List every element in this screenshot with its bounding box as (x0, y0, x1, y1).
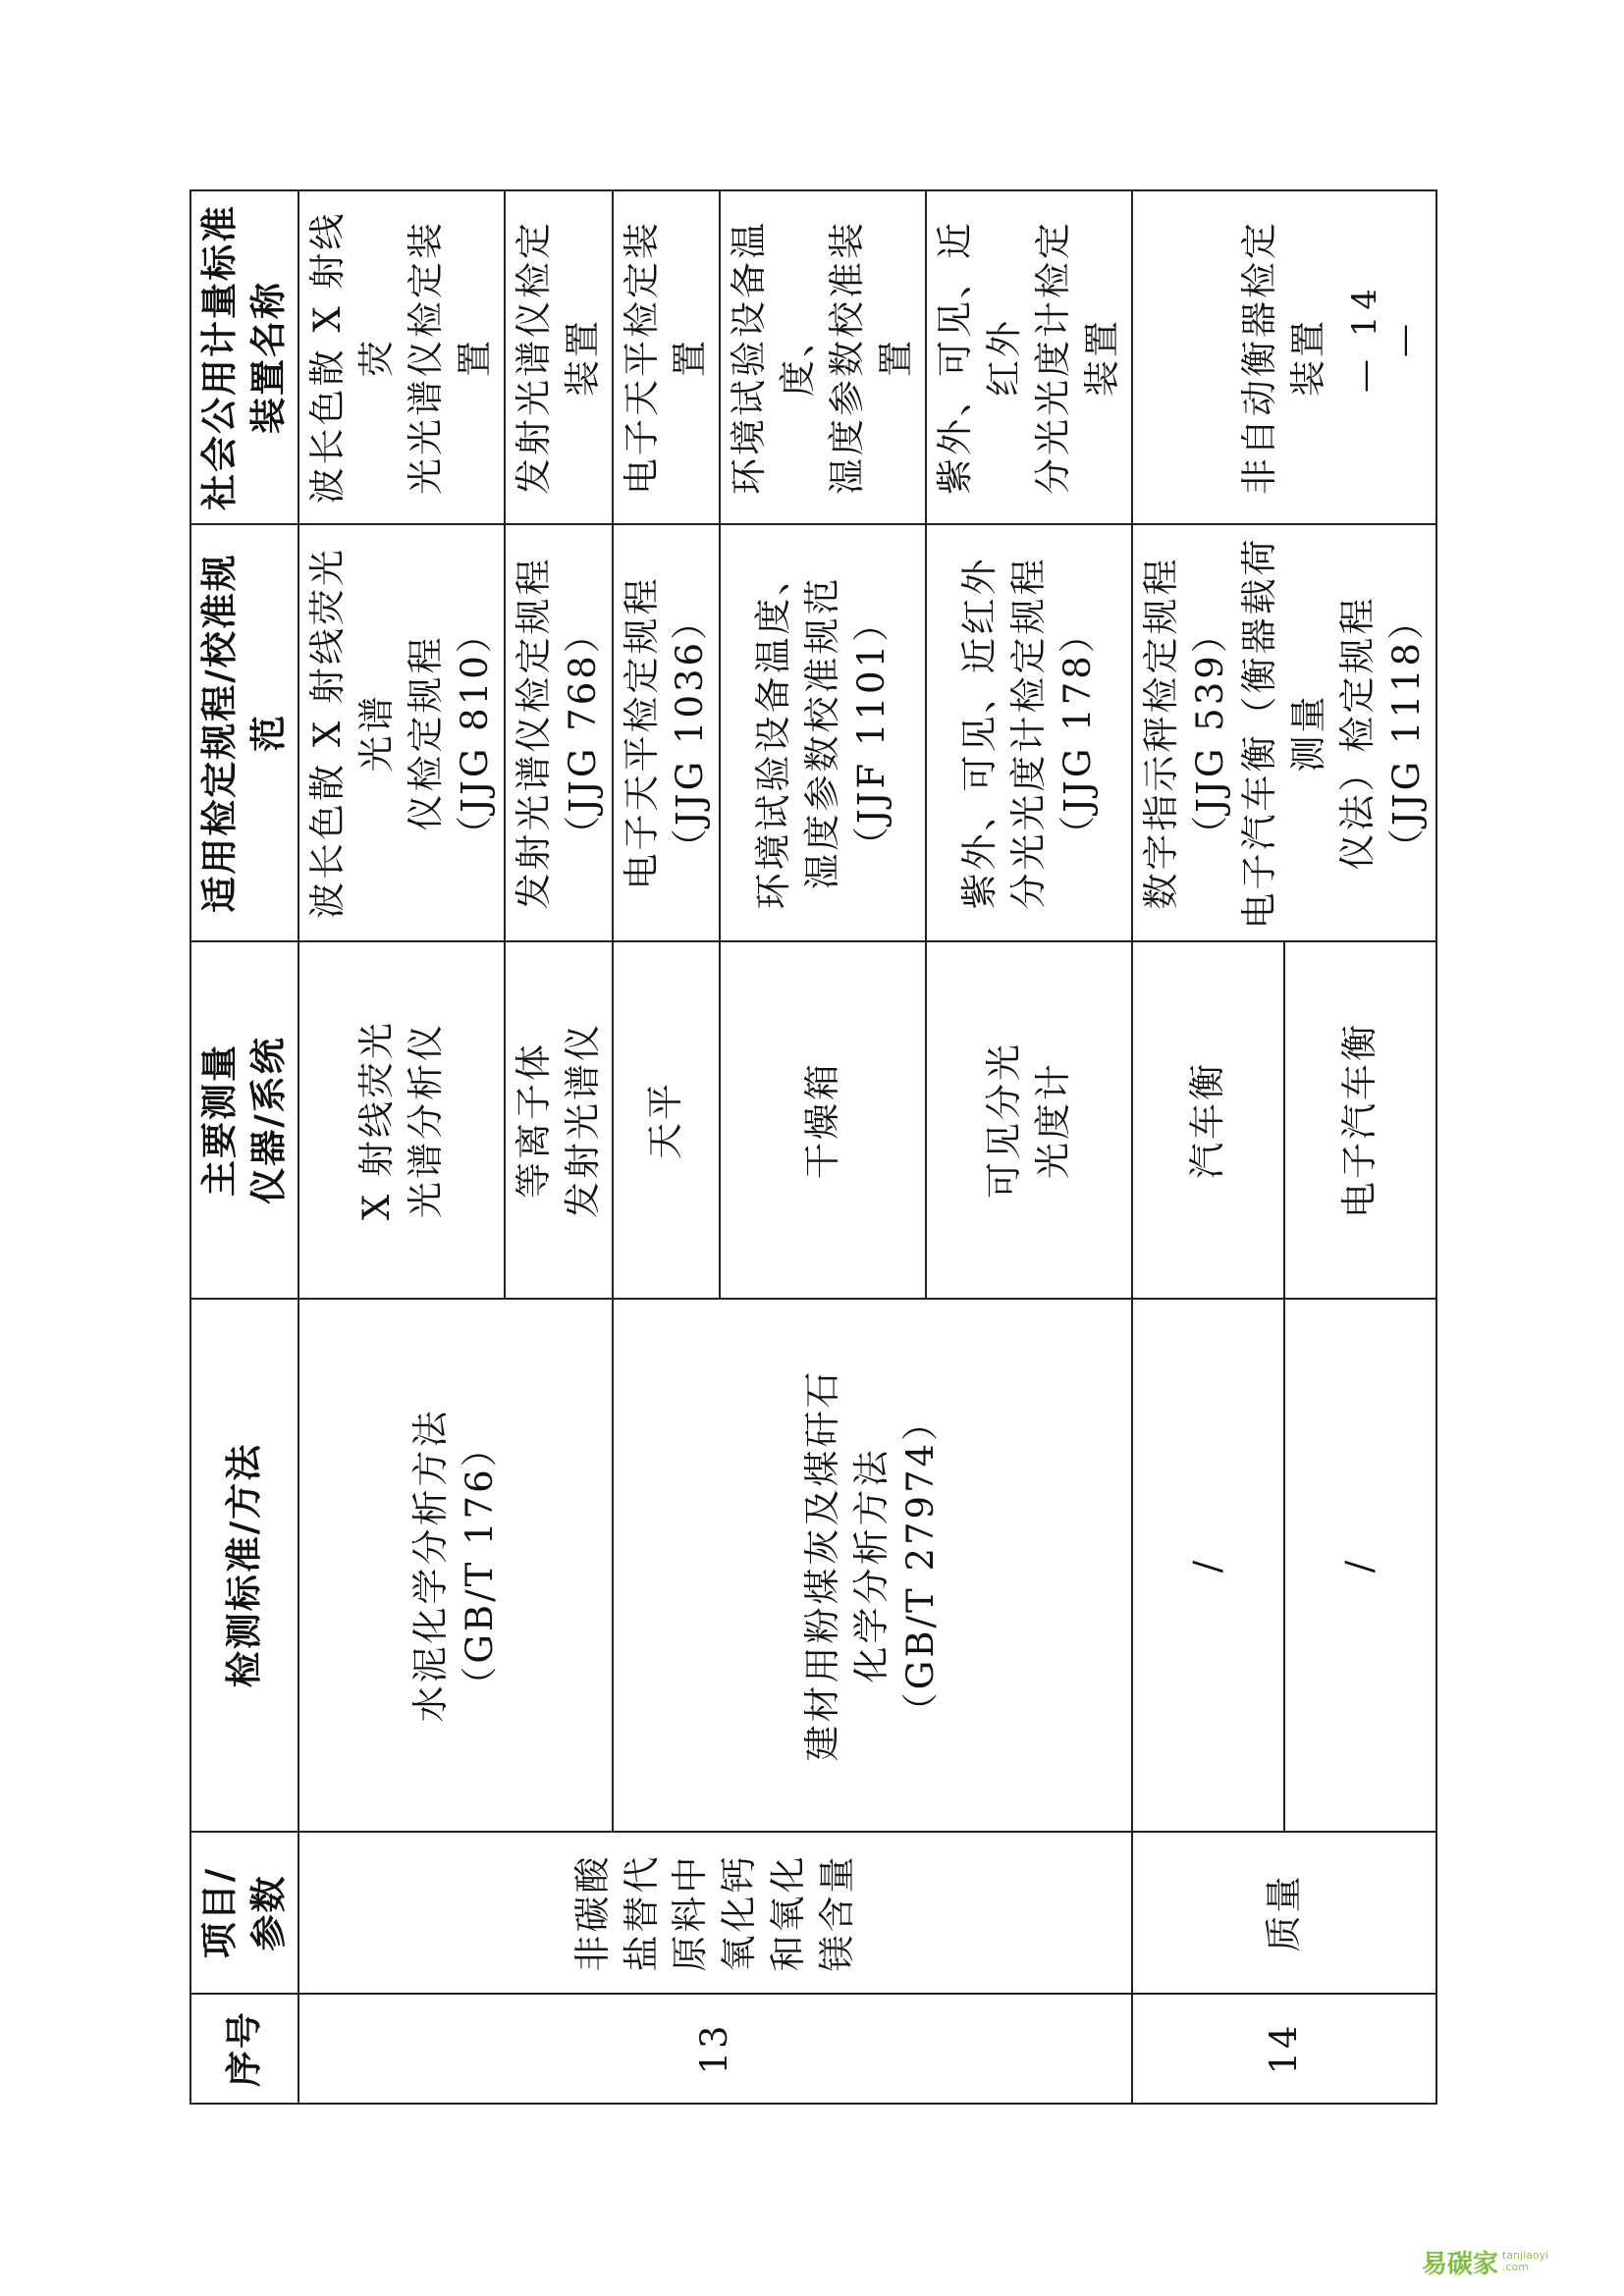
row14-item: 质量 (1132, 1832, 1436, 1994)
page-number: — 14 — (1345, 282, 1424, 394)
row13-method-a: 水泥化学分析方法 （GB/T 176） (298, 1299, 613, 1832)
row13-standard-3: 电子天平检定装置 (613, 190, 721, 524)
row14-instrument-1: 汽车衡 (1132, 941, 1284, 1299)
row13-standard-2: 发射光谱仪检定 装置 (505, 190, 613, 524)
row13-instrument-5: 可见分光 光度计 (926, 941, 1132, 1299)
row13-instrument-1: X 射线荧光 光谱分析仪 (298, 941, 505, 1299)
row14-method-2: / (1284, 1299, 1436, 1832)
header-method: 检测标准/方法 (190, 1299, 298, 1832)
row13-regulation-2: 发射光谱仪检定规程 （JJG 768） (505, 524, 613, 941)
header-standard: 社会公用计量标准 装置名称 (190, 190, 298, 524)
row14-method-1: / (1132, 1299, 1284, 1832)
row13-item: 非碳酸 盐替代 原料中 氧化钙 和氧化 镁含量 (298, 1832, 1132, 1994)
watermark-name: 易碳家 (1422, 2249, 1499, 2279)
header-instrument: 主要测量 仪器/系统 (190, 941, 298, 1299)
table-row (613, 190, 721, 2104)
row13-regulation-3: 电子天平检定规程 （JJG 1036） (613, 524, 721, 941)
row13-instrument-2: 等离子体 发射光谱仪 (505, 941, 613, 1299)
row13-standard-4: 环境试验设备温度、 湿度参数校准装置 (720, 190, 926, 524)
table-header-row (190, 190, 298, 2104)
table-row (1132, 190, 1284, 2104)
row13-seq: 13 (298, 1994, 1132, 2104)
table-row (298, 190, 505, 2104)
row14-seq: 14 (1132, 1994, 1436, 2104)
watermark-domain: tanjiaoyi (1502, 2248, 1549, 2262)
row14-regulation: 数字指示秤检定规程 （JJG 539） 电子汽车衡（衡器载荷测量 仪法）检定规程 （JJG 1118） (1132, 524, 1436, 941)
row13-instrument-4: 干燥箱 (720, 941, 926, 1299)
watermark-domain-block (1502, 2250, 1548, 2273)
watermark-logo (1422, 2240, 1618, 2283)
row13-regulation-1: 波长色散 X 射线荧光光谱 仪检定规程 （JJG 810） (298, 524, 505, 941)
row13-method-b: 建材用粉煤灰及煤矸石 化学分析方法 （GB/T 27974） (613, 1299, 1132, 1832)
row13-regulation-4: 环境试验设备温度、 湿度参数校准规范 （JJF 1101） (720, 524, 926, 941)
row13-standard-5: 紫外、可见、近红外 分光光度计检定 装置 (926, 190, 1132, 524)
header-regulation: 适用检定规程/校准规范 (190, 524, 298, 941)
standards-table (189, 189, 1437, 2105)
header-item: 项目/ 参数 (190, 1832, 298, 1994)
row13-regulation-5: 紫外、可见、近红外 分光光度计检定规程 （JJG 178） (926, 524, 1132, 941)
row13-instrument-3: 天平 (613, 941, 721, 1299)
row14-standard: 非自动衡器检定 装置 (1132, 190, 1436, 524)
row13-standard-1: 波长色散 X 射线荧 光光谱仪检定装置 (298, 190, 505, 524)
row14-instrument-2: 电子汽车衡 (1284, 941, 1436, 1299)
header-seq: 序号 (190, 1994, 298, 2104)
watermark-tld: .com (1502, 2261, 1530, 2273)
